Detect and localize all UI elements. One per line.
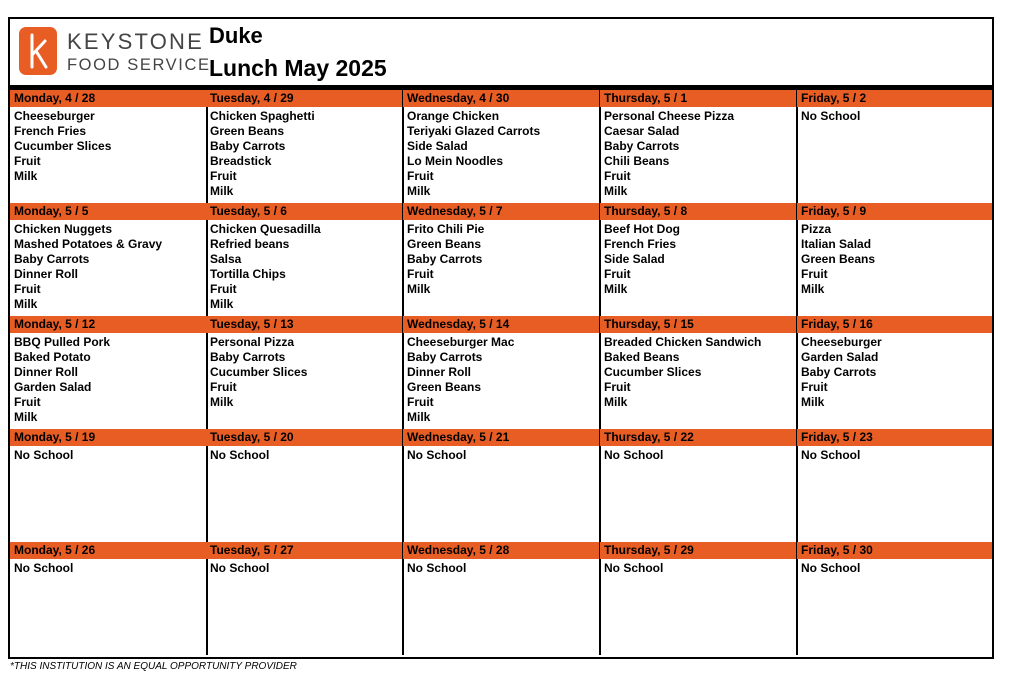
menu-item: Italian Salad <box>801 237 872 251</box>
menu-item: French Fries <box>14 124 87 138</box>
menu-item: Side Salad <box>407 139 468 153</box>
week-row <box>10 316 992 429</box>
menu-item: Green Beans <box>407 237 482 251</box>
day-header: Friday, 5 / 2 <box>797 90 992 107</box>
day-header: Monday, 5 / 12 <box>10 316 206 333</box>
menu-item: Cheeseburger Mac <box>407 335 515 349</box>
menu-item: BBQ Pulled Pork <box>14 335 111 349</box>
menu-item: Salsa <box>210 252 242 266</box>
day-header: Wednesday, 5 / 28 <box>403 542 599 559</box>
menu-sheet <box>8 17 994 659</box>
day-cell <box>403 316 601 429</box>
day-header: Monday, 5 / 5 <box>10 203 206 220</box>
menu-item-list <box>206 107 402 199</box>
menu-item-list <box>10 107 206 184</box>
menu-item: Chicken Quesadilla <box>210 222 321 236</box>
day-cell <box>600 90 798 203</box>
menu-item: Fruit <box>604 267 631 281</box>
menu-item: No School <box>801 448 861 462</box>
menu-item: Cucumber Slices <box>604 365 702 379</box>
menu-item: Milk <box>604 184 628 198</box>
day-header: Thursday, 5 / 22 <box>600 429 796 446</box>
menu-item: Baby Carrots <box>210 139 286 153</box>
menu-item: No School <box>801 109 861 123</box>
day-cell <box>10 316 208 429</box>
school-name: Duke <box>209 23 263 48</box>
menu-item-list <box>797 220 992 297</box>
menu-item: Garden Salad <box>801 350 879 364</box>
menu-item: Baked Beans <box>604 350 680 364</box>
menu-item-list <box>10 220 206 312</box>
day-cell <box>797 542 992 655</box>
menu-item: Pizza <box>801 222 832 236</box>
menu-item-list <box>797 333 992 410</box>
day-header: Monday, 5 / 19 <box>10 429 206 446</box>
day-cell <box>797 316 992 429</box>
menu-item: Milk <box>604 395 628 409</box>
menu-item: Milk <box>801 395 825 409</box>
calendar-grid <box>10 90 992 657</box>
menu-item: Milk <box>210 184 234 198</box>
day-cell <box>206 90 404 203</box>
menu-item-list <box>206 446 402 463</box>
menu-item: Fruit <box>604 169 631 183</box>
menu-item: Green Beans <box>801 252 876 266</box>
day-cell <box>600 429 798 542</box>
day-header: Monday, 5 / 26 <box>10 542 206 559</box>
week-row <box>10 203 992 316</box>
menu-item: Orange Chicken <box>407 109 500 123</box>
menu-item: No School <box>407 561 467 575</box>
menu-item: Personal Cheese Pizza <box>604 109 735 123</box>
keystone-logo <box>19 27 209 79</box>
menu-item-list <box>206 333 402 410</box>
menu-item: Cucumber Slices <box>210 365 308 379</box>
menu-item: Caesar Salad <box>604 124 680 138</box>
day-cell <box>403 429 601 542</box>
menu-item: Fruit <box>801 267 828 281</box>
menu-item: French Fries <box>604 237 677 251</box>
menu-item-list <box>206 220 402 312</box>
week-row <box>10 90 992 203</box>
menu-item: Refried beans <box>210 237 290 251</box>
menu-item-list <box>10 446 206 463</box>
day-cell <box>600 316 798 429</box>
menu-item: Baby Carrots <box>604 139 680 153</box>
day-header: Tuesday, 5 / 6 <box>206 203 402 220</box>
menu-item-list <box>600 220 796 297</box>
day-cell <box>403 90 601 203</box>
day-header: Wednesday, 5 / 7 <box>403 203 599 220</box>
menu-item: Breaded Chicken Sandwich <box>604 335 762 349</box>
menu-item-list <box>403 107 599 199</box>
menu-item: Tortilla Chips <box>210 267 286 281</box>
menu-item: Dinner Roll <box>14 267 79 281</box>
day-header: Tuesday, 5 / 27 <box>206 542 402 559</box>
menu-item: Baby Carrots <box>801 365 877 379</box>
day-cell <box>403 203 601 316</box>
day-header: Monday, 4 / 28 <box>10 90 206 107</box>
day-header: Wednesday, 5 / 21 <box>403 429 599 446</box>
menu-item: Side Salad <box>604 252 665 266</box>
day-cell <box>10 429 208 542</box>
menu-item: Fruit <box>14 154 41 168</box>
menu-item: No School <box>14 448 74 462</box>
menu-item: Fruit <box>407 267 434 281</box>
menu-item: Baby Carrots <box>407 252 483 266</box>
day-header: Thursday, 5 / 29 <box>600 542 796 559</box>
menu-item-list <box>403 220 599 297</box>
menu-item-list <box>403 559 599 576</box>
menu-item: Personal Pizza <box>210 335 295 349</box>
day-cell <box>10 203 208 316</box>
menu-item: Fruit <box>407 169 434 183</box>
menu-item: Milk <box>407 282 431 296</box>
menu-item-list <box>797 107 992 124</box>
day-cell <box>403 542 601 655</box>
day-header: Thursday, 5 / 1 <box>600 90 796 107</box>
day-header: Friday, 5 / 9 <box>797 203 992 220</box>
menu-item-list <box>600 446 796 463</box>
menu-item: Chicken Nuggets <box>14 222 113 236</box>
footer-note: *THIS INSTITUTION IS AN EQUAL OPPORTUNITY PROVIDER <box>10 661 297 672</box>
day-cell <box>797 203 992 316</box>
menu-item: Fruit <box>801 380 828 394</box>
menu-item: Milk <box>801 282 825 296</box>
menu-item: No School <box>801 561 861 575</box>
menu-item: Chicken Spaghetti <box>210 109 315 123</box>
menu-item: Baby Carrots <box>210 350 286 364</box>
menu-item: Cheeseburger <box>801 335 882 349</box>
menu-item: Milk <box>210 395 234 409</box>
menu-item: Fruit <box>210 380 237 394</box>
menu-item: No School <box>604 561 664 575</box>
menu-item: Milk <box>14 410 38 424</box>
menu-item: No School <box>14 561 74 575</box>
menu-item: No School <box>604 448 664 462</box>
menu-item: Fruit <box>407 395 434 409</box>
menu-item: Cheeseburger <box>14 109 95 123</box>
menu-item: Fruit <box>14 395 41 409</box>
menu-item-list <box>10 559 206 576</box>
menu-item: No School <box>210 561 270 575</box>
menu-item: Teriyaki Glazed Carrots <box>407 124 541 138</box>
menu-item: Green Beans <box>407 380 482 394</box>
day-header: Friday, 5 / 30 <box>797 542 992 559</box>
day-header: Thursday, 5 / 15 <box>600 316 796 333</box>
logo-text-keystone: KEYSTONE <box>67 29 205 54</box>
menu-item: Lo Mein Noodles <box>407 154 503 168</box>
menu-item-list <box>797 446 992 463</box>
day-header: Thursday, 5 / 8 <box>600 203 796 220</box>
menu-item: Milk <box>604 282 628 296</box>
day-cell <box>206 316 404 429</box>
menu-item: Mashed Potatoes & Gravy <box>14 237 163 251</box>
menu-item-list <box>10 333 206 425</box>
menu-item-list <box>600 107 796 199</box>
menu-item: Milk <box>407 410 431 424</box>
menu-item-list <box>206 559 402 576</box>
day-header: Friday, 5 / 23 <box>797 429 992 446</box>
menu-title: Lunch May 2025 <box>209 55 387 81</box>
menu-item: Beef Hot Dog <box>604 222 680 236</box>
menu-item: Green Beans <box>210 124 285 138</box>
menu-item: Baked Potato <box>14 350 91 364</box>
menu-item: Dinner Roll <box>407 365 472 379</box>
menu-item: Baby Carrots <box>407 350 483 364</box>
day-cell <box>10 542 208 655</box>
keystone-k-logo-icon <box>19 27 57 75</box>
menu-item: No School <box>407 448 467 462</box>
menu-header <box>10 19 992 87</box>
week-row <box>10 429 992 542</box>
menu-item: Dinner Roll <box>14 365 79 379</box>
day-cell <box>206 429 404 542</box>
menu-item: No School <box>210 448 270 462</box>
menu-item: Chili Beans <box>604 154 670 168</box>
day-header: Tuesday, 4 / 29 <box>206 90 402 107</box>
logo-text-food-service: FOOD SERVICE <box>67 56 211 74</box>
day-header: Tuesday, 5 / 13 <box>206 316 402 333</box>
menu-item: Milk <box>14 297 38 311</box>
menu-item: Milk <box>407 184 431 198</box>
menu-item: Fruit <box>14 282 41 296</box>
day-header: Friday, 5 / 16 <box>797 316 992 333</box>
menu-item: Garden Salad <box>14 380 92 394</box>
menu-item-list <box>403 446 599 463</box>
menu-item: Frito Chili Pie <box>407 222 485 236</box>
day-header: Tuesday, 5 / 20 <box>206 429 402 446</box>
menu-item-list <box>403 333 599 425</box>
menu-item: Fruit <box>210 282 237 296</box>
day-cell <box>600 203 798 316</box>
week-row <box>10 542 992 655</box>
menu-item-list <box>600 333 796 410</box>
menu-item: Fruit <box>210 169 237 183</box>
menu-item: Baby Carrots <box>14 252 90 266</box>
menu-item: Breadstick <box>210 154 272 168</box>
day-cell <box>797 90 992 203</box>
menu-item-list <box>797 559 992 576</box>
menu-item: Milk <box>210 297 234 311</box>
day-header: Wednesday, 5 / 14 <box>403 316 599 333</box>
day-cell <box>206 203 404 316</box>
menu-item: Fruit <box>604 380 631 394</box>
menu-item: Cucumber Slices <box>14 139 112 153</box>
day-cell <box>10 90 208 203</box>
day-cell <box>206 542 404 655</box>
day-cell <box>600 542 798 655</box>
day-cell <box>797 429 992 542</box>
menu-item-list <box>600 559 796 576</box>
menu-item: Milk <box>14 169 38 183</box>
day-header: Wednesday, 4 / 30 <box>403 90 599 107</box>
